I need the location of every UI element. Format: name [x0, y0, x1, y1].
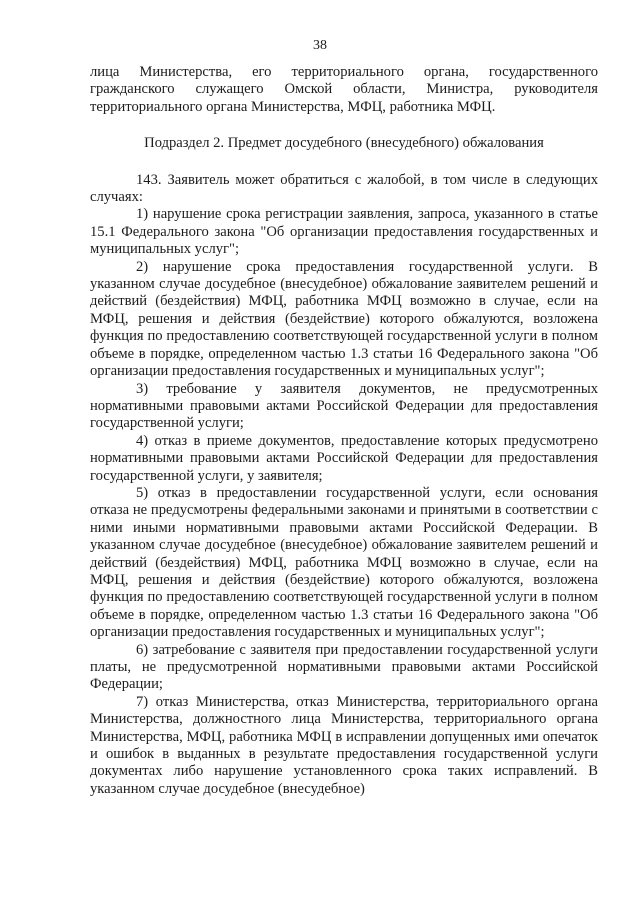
list-item-2: 2) нарушение срока предоставления государственной услуги. В указанном случае досудебное (внесудебное) обжалование заявителем решений и действий (бездействия) МФЦ, работника МФЦ возможно в случае, если на МФЦ, решения и действия (бездействие) которого обжалуются, возложена функция по предоставлению соответствующей государственной услуги в полном объеме в порядке, определенном частью 1.3 статьи 16 Федерального закона "Об организации предоставления государственных и муниципальных услуг"; — [90, 258, 598, 380]
list-item-1: 1) нарушение срока регистрации заявления, запроса, указанного в статье 15.1 Федерального закона "Об организации предоставления государственных и муниципальных услуг"; — [90, 206, 598, 258]
list-item-6: 6) затребование с заявителя при предоставлении государственной услуги платы, не предусмотренной нормативными правовыми актами Российской Федерации; — [90, 641, 598, 693]
paragraph-continuation: лица Министерства, его территориального органа, государственного гражданского служащего Омской области, Министра, руководителя территориального органа Министерства, МФЦ, работника МФЦ. — [90, 64, 598, 115]
subsection-heading: Подраздел 2. Предмет досудебного (внесудебного) обжалования — [144, 135, 544, 152]
list-item-7: 7) отказ Министерства, отказ Министерства, территориального органа Министерства, должностного лица Министерства, территориального органа Министерства, МФЦ, работника МФЦ в исправлении допущенных ими опечаток и ошибок в выданных в результате предоставления государственной услуги документах либо нарушение установленного срока таких исправлений. В указанном случае досудебное (внесудебное) — [90, 693, 598, 797]
page-number: 38 — [313, 38, 327, 53]
list-item-3: 3) требование у заявителя документов, не предусмотренных нормативными правовыми актами Российской Федерации для предоставления государственной услуги; — [90, 380, 598, 432]
paragraph-143: 143. Заявитель может обратиться с жалобой, в том числе в следующих случаях: — [90, 171, 598, 206]
list-item-5: 5) отказ в предоставлении государственной услуги, если основания отказа не предусмотрены федеральными законами и принятыми в соответствии с ними иными нормативными правовыми актами Российской Федерации. В указанном случае досудебное (внесудебное) обжалование заявителем решений и действий (бездействия) МФЦ, работника МФЦ возможно в случае, если на МФЦ, решения и действия (бездействие) которого обжалуются, возложена функция по предоставлению соответствующей государственной услуги в полном объеме в порядке, определенном частью 1.3 статьи 16 Федерального закона "Об организации предоставления государственных и муниципальных услуг"; — [90, 484, 598, 641]
list-item-4: 4) отказ в приеме документов, предоставление которых предусмотрено нормативными правовыми актами Российской Федерации для предоставления государственной услуги, у заявителя; — [90, 432, 598, 484]
document-body — [90, 64, 598, 798]
